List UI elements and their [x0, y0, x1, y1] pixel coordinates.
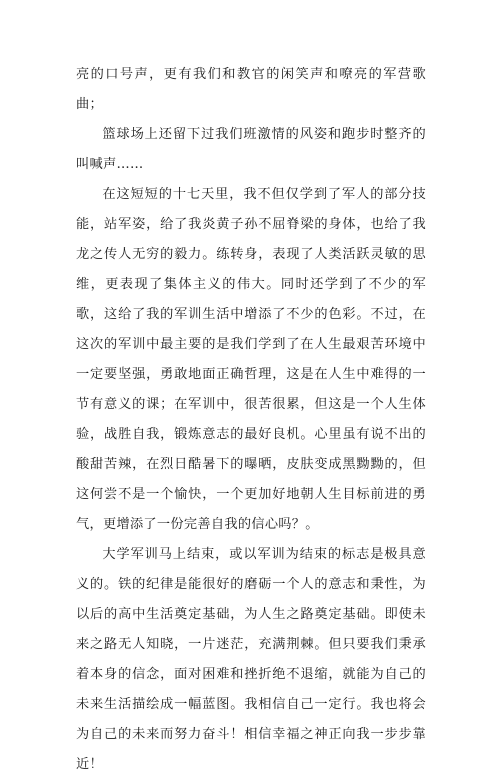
- paragraph-4: 大学军训马上结束，或以军训为结束的标志是极具意义的。铁的纪律是能很好的磨砺一个人的意志和秉性，为以后的高中生活奠定基础，为人生之路奠定基础。即使未来之路无人知晓，一片迷茫，充满荆棘。但只要我们秉承着本身的信念，面对困难和挫折绝不退缩，就能为自己的未来生活描绘成一幅蓝图。我相信自己一定行。我也将会为自己的未来而努力奋斗！相信幸福之神正向我一步步靠近！: [76, 547, 426, 772]
- paragraph-3: 在这短短的十七天里，我不但仅学到了军人的部分技能，站军姿，给了我炎黄子孙不屈脊梁的身体，也给了我龙之传人无穷的毅力。练转身，表现了人类活跃灵敏的思维，更表现了集体主义的伟大。同时还学到了不少的军歌，这给了我的军训生活中增添了不少的色彩。不过，在这次的军训中最主要的是我们学到了在人生最艰苦环境中一定要坚强，勇敢地面正确哲理，这是在人生中难得的一节有意义的课；在军训中，很苦很累，但这是一个人生体验，战胜自我，锻炼意志的最好良机。心里虽有说不出的酸甜苦辣，在烈日酷暑下的曝晒，皮肤变成黑黝黝的，但这何尝不是一个愉快，一个更加好地朝人生目标前进的勇气，更增添了一份完善自我的信心吗？。: [76, 187, 426, 532]
- document-body: [76, 60, 426, 780]
- paragraph-1: 亮的口号声，更有我们和教官的闲笑声和嘹亮的军营歌曲；: [76, 67, 426, 112]
- paragraph-2: 篮球场上还留下过我们班激情的风姿和跑步时整齐的叫喊声……: [76, 127, 426, 172]
